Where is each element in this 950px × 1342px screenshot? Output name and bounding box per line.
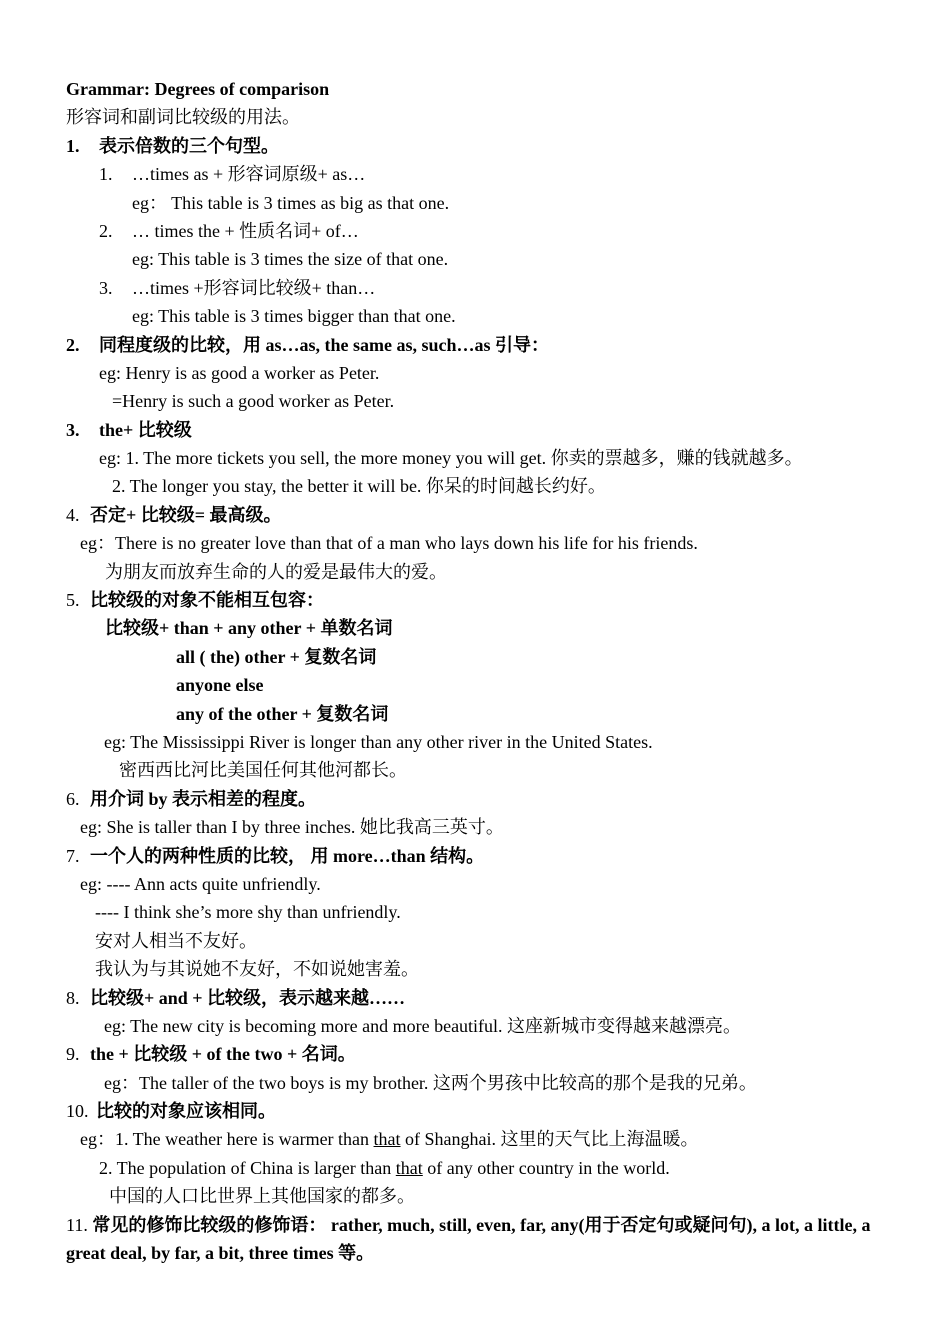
heading-text: the + 比较级 + of the two + 名词。 — [90, 1044, 356, 1065]
heading-text: 表示倍数的三个句型。 — [99, 135, 279, 156]
example-text: of Shanghai. 这里的天气比上海温暖。 — [400, 1129, 699, 1150]
formula-line-2: all ( the) other + 复数名词 — [176, 646, 377, 667]
underlined-word: that — [373, 1129, 401, 1150]
section-8-heading — [0, 984, 950, 1012]
heading-text: 否定+ 比较级= 最高级。 — [90, 504, 282, 525]
section-number: 11. — [66, 1214, 88, 1235]
item-number: 3. — [99, 277, 113, 298]
section-2-example-1: eg: Henry is as good a worker as Peter. — [99, 362, 380, 383]
section-number: 10. — [66, 1101, 89, 1122]
section-4-example-2: 为朋友而放弃生命的人的爱是最伟大的爱。 — [105, 561, 447, 582]
heading-text: the+ 比较级 — [99, 419, 192, 440]
pattern-text: …times as + 形容词原级+ as… — [132, 164, 366, 185]
section-3-heading — [0, 416, 950, 444]
item-number: 2. — [99, 220, 113, 241]
heading-text: 比较级的对象不能相互包容： — [90, 590, 324, 611]
section-3-example-2: 2. The longer you stay, the better it will be. 你呆的时间越长约好。 — [112, 476, 606, 497]
section-7-heading — [0, 842, 950, 870]
section-number: 7. — [66, 845, 80, 866]
section-number: 9. — [66, 1044, 80, 1065]
pattern-text: … times the + 性质名词+ of… — [132, 220, 359, 241]
section-number: 6. — [66, 788, 80, 809]
section-6-example-1: eg: She is taller than I by three inches. 她比我高三英寸。 — [80, 817, 504, 838]
formula-line-1: 比较级+ than + any other + 单数名词 — [105, 618, 393, 639]
section-5-example-1: eg: The Mississippi River is longer than any other river in the United States. — [104, 731, 653, 752]
heading-text: 同程度级的比较，用 as…as, the same as, such…as 引导： — [99, 334, 550, 355]
underlined-word: that — [395, 1157, 423, 1178]
section-number: 4. — [66, 504, 80, 525]
heading-text: 比较级+ and + 比较级，表示越来越…… — [90, 987, 406, 1008]
section-9-heading — [0, 1040, 950, 1068]
pattern-1 — [0, 160, 950, 188]
pattern-3 — [0, 274, 950, 302]
heading-text: 用介词 by 表示相差的程度。 — [90, 788, 317, 809]
heading-text: 比较的对象应该相同。 — [96, 1101, 276, 1122]
section-4-heading — [0, 501, 950, 529]
section-10-example-2 — [0, 1154, 950, 1182]
item-number: 1. — [99, 164, 113, 185]
section-10-translation: 中国的人口比世界上其他国家的都多。 — [109, 1186, 415, 1207]
formula-line-3: anyone else — [176, 675, 264, 696]
section-5-heading — [0, 586, 950, 614]
heading-text: 一个人的两种性质的比较， 用 more…than 结构。 — [90, 845, 485, 866]
section-7-translation-1: 安对人相当不友好。 — [95, 930, 257, 951]
section-number: 8. — [66, 987, 80, 1008]
pattern-2 — [0, 217, 950, 245]
example-text: eg：1. The weather here is warmer than — [80, 1129, 374, 1150]
section-number: 5. — [66, 590, 80, 611]
document-title: Grammar: Degrees of comparison — [66, 79, 330, 99]
section-number: 2. — [66, 334, 80, 355]
section-number: 1. — [66, 135, 80, 156]
section-3-example-1: eg: 1. The more tickets you sell, the more money you will get. 你卖的票越多，赚的钱就越多。 — [99, 448, 803, 469]
section-10-heading — [0, 1097, 950, 1125]
section-2-example-2: =Henry is such a good worker as Peter. — [112, 391, 395, 412]
section-2-heading — [0, 331, 950, 359]
example-text: 2. The population of China is larger than — [99, 1157, 396, 1178]
section-7-example-1: eg: ---- Ann acts quite unfriendly. — [80, 873, 321, 894]
document-subtitle: 形容词和副词比较级的用法。 — [66, 107, 300, 128]
example-text: of any other country in the world. — [422, 1157, 670, 1178]
section-number: 3. — [66, 419, 80, 440]
section-1-heading — [0, 132, 950, 160]
paragraph-text: 常见的修饰比较级的修饰语： rather, much, still, even, far, any(用于否定句或疑问句), a lot, a little, a great deal, by far, a bit, three times 等。 — [66, 1214, 871, 1264]
section-7-example-2: ---- I think she’s more shy than unfriendly. — [95, 902, 401, 923]
pattern-3-example: eg: This table is 3 times bigger than that one. — [132, 306, 456, 327]
formula-line-4: any of the other + 复数名词 — [176, 703, 389, 724]
pattern-1-example: eg： This table is 3 times as big as that one. — [132, 192, 450, 213]
pattern-2-example: eg: This table is 3 times the size of that one. — [132, 249, 449, 270]
section-5-example-2: 密西西比河比美国任何其他河都长。 — [119, 760, 407, 781]
section-6-heading — [0, 785, 950, 813]
section-11-paragraph — [0, 1211, 896, 1268]
section-10-example-1 — [0, 1125, 950, 1153]
section-9-example-1: eg：The taller of the two boys is my brother. 这两个男孩中比较高的那个是我的兄弟。 — [104, 1072, 757, 1093]
section-4-example-1: eg：There is no greater love than that of a man who lays down his life for his friends. — [80, 533, 698, 554]
section-7-translation-2: 我认为与其说她不友好，不如说她害羞。 — [95, 959, 419, 980]
document-page — [0, 75, 950, 1267]
pattern-text: …times +形容词比较级+ than… — [132, 277, 376, 298]
section-8-example-1: eg: The new city is becoming more and more beautiful. 这座新城市变得越来越漂亮。 — [104, 1015, 742, 1036]
